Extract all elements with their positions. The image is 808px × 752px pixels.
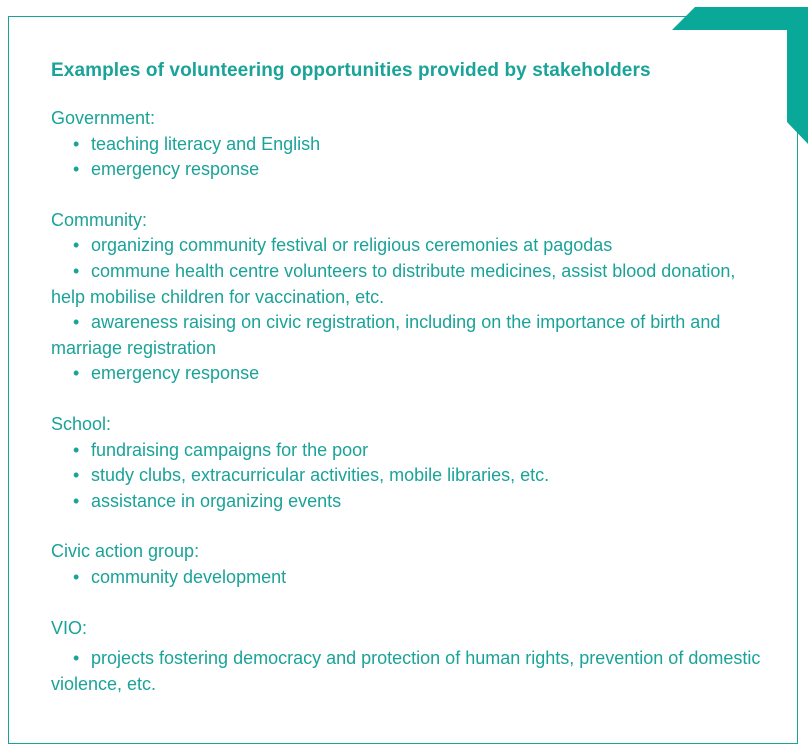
bullet-icon: • xyxy=(73,490,80,511)
bullet-icon: • xyxy=(73,235,80,256)
list-item: • awareness raising on civic registration, including on the importance of birth and marriage registration xyxy=(51,312,721,358)
section-community xyxy=(51,208,763,387)
bullet-icon: • xyxy=(73,648,80,669)
bullet-icon: • xyxy=(73,363,80,384)
section-heading: Government: xyxy=(51,108,156,128)
bullet-icon: • xyxy=(73,465,80,486)
section-heading: Community: xyxy=(51,209,148,230)
section-civic-action-group xyxy=(51,539,763,590)
box-title: Examples of volunteering opportunities provided by stakeholders xyxy=(51,60,651,81)
section-heading: School: xyxy=(51,413,112,434)
section-school xyxy=(51,412,763,514)
bullet-icon: • xyxy=(73,312,80,333)
bullet-icon: • xyxy=(73,566,80,587)
list-item: • assistance in organizing events xyxy=(51,489,763,515)
bullet-icon: • xyxy=(73,133,80,154)
section-vio xyxy=(51,616,763,698)
list-item: • projects fostering democracy and protection of human rights, prevention of domestic violence, etc. xyxy=(51,648,761,694)
section-heading: Civic action group: xyxy=(51,541,200,562)
section-heading: VIO: xyxy=(51,617,88,638)
bullet-icon: • xyxy=(73,159,80,180)
list-item: • study clubs, extracurricular activities, mobile libraries, etc. xyxy=(51,463,763,489)
list-item: • emergency response xyxy=(51,361,763,387)
list-item: • emergency response xyxy=(51,157,763,183)
list-item: • community development xyxy=(51,565,763,591)
bullet-icon: • xyxy=(73,260,80,281)
content xyxy=(51,106,763,722)
list-item: • teaching literacy and English xyxy=(51,132,763,158)
list-item: • fundraising campaigns for the poor xyxy=(51,438,763,464)
list-item: • commune health centre volunteers to distribute medicines, assist blood donation, help mobilise children for vaccination, etc. xyxy=(51,260,736,307)
bullet-icon: • xyxy=(73,439,80,460)
section-government xyxy=(51,106,763,183)
list-item: • organizing community festival or religious ceremonies at pagodas xyxy=(51,233,763,259)
